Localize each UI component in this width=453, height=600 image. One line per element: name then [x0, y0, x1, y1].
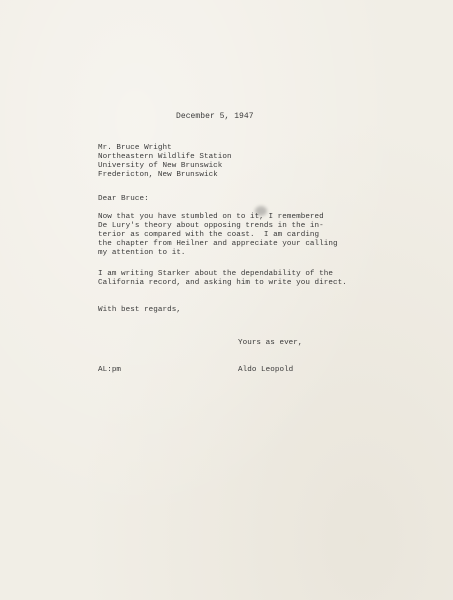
closing: Yours as ever, — [238, 339, 303, 347]
paragraph2-line2: California record, and asking him to write you direct. — [98, 279, 347, 287]
regards: With best regards, — [98, 306, 181, 314]
recipient-organization: Northeastern Wildlife Station — [98, 153, 232, 161]
salutation: Dear Bruce: — [98, 195, 149, 203]
paragraph1-line1: Now that you have stumbled on to it, I remembered — [98, 213, 324, 221]
paragraph2-line1: I am writing Starker about the dependability of the — [98, 270, 333, 278]
signature-name: Aldo Leopold — [238, 366, 294, 374]
paragraph1-line4: the chapter from Heilner and appreciate your calling — [98, 240, 338, 248]
paragraph1-line5: my attention to it. — [98, 249, 186, 257]
paragraph1-line2: De Lury's theory about opposing trends in the in- — [98, 222, 324, 230]
typist-initials: AL:pm — [98, 366, 122, 374]
letter-date: December 5, 1947 — [176, 112, 254, 121]
recipient-city: Fredericton, New Brunswick — [98, 171, 218, 179]
recipient-name: Mr. Bruce Wright — [98, 144, 172, 152]
recipient-university: University of New Brunswick — [98, 162, 223, 170]
paragraph1-line3: terior as compared with the coast. I am carding — [98, 231, 320, 239]
